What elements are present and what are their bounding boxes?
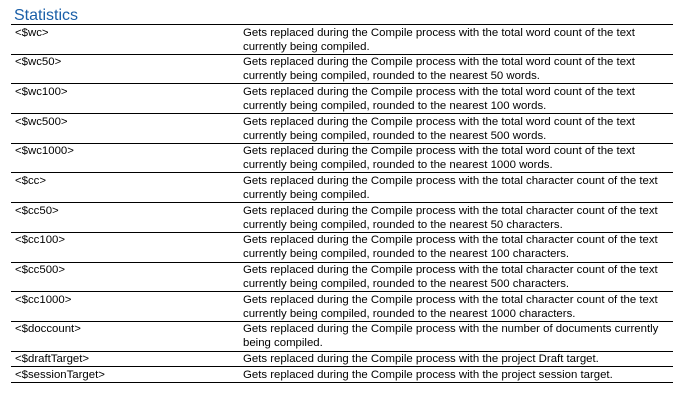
table-row <box>11 321 673 351</box>
placeholder-description: Gets replaced during the Compile process with the number of documents currently being compiled. <box>243 321 673 351</box>
placeholder-tag: <$cc50> <box>11 203 243 233</box>
statistics-table <box>11 24 673 383</box>
section-title: Statistics <box>14 7 79 24</box>
placeholder-tag: <$draftTarget> <box>11 351 243 367</box>
placeholder-description: Gets replaced during the Compile process with the project Draft target. <box>243 351 673 367</box>
table-row <box>11 262 673 292</box>
table-row <box>11 232 673 262</box>
table-row <box>11 114 673 144</box>
table-row <box>11 292 673 322</box>
placeholder-description: Gets replaced during the Compile process with the total character count of the text currently being compiled, rounded to the nearest 50 characters. <box>243 203 673 233</box>
table-row <box>11 25 673 55</box>
placeholder-tag: <$wc50> <box>11 54 243 84</box>
placeholder-description: Gets replaced during the Compile process with the total word count of the text currently being compiled, rounded to the nearest 50 words. <box>243 54 673 84</box>
placeholder-tag: <$sessionTarget> <box>11 367 243 383</box>
table-row <box>11 351 673 367</box>
placeholder-description: Gets replaced during the Compile process with the total word count of the text currently being compiled, rounded to the nearest 500 words. <box>243 114 673 144</box>
placeholder-tag: <$wc> <box>11 25 243 55</box>
placeholder-description: Gets replaced during the Compile process with the project session target. <box>243 367 673 383</box>
placeholder-tag: <$wc500> <box>11 114 243 144</box>
placeholder-description: Gets replaced during the Compile process with the total word count of the text currently being compiled, rounded to the nearest 100 words. <box>243 84 673 114</box>
placeholder-tag: <$doccount> <box>11 321 243 351</box>
placeholder-description: Gets replaced during the Compile process with the total character count of the text currently being compiled, rounded to the nearest 1000 characters. <box>243 292 673 322</box>
placeholder-tag: <$wc1000> <box>11 143 243 173</box>
placeholder-tag: <$cc500> <box>11 262 243 292</box>
placeholder-description: Gets replaced during the Compile process with the total character count of the text currently being compiled. <box>243 173 673 203</box>
table-row <box>11 54 673 84</box>
table-row <box>11 203 673 233</box>
placeholder-tag: <$cc> <box>11 173 243 203</box>
placeholder-description: Gets replaced during the Compile process with the total word count of the text currently being compiled. <box>243 25 673 55</box>
table-row <box>11 173 673 203</box>
placeholder-tag: <$wc100> <box>11 84 243 114</box>
placeholder-description: Gets replaced during the Compile process with the total character count of the text currently being compiled, rounded to the nearest 500 characters. <box>243 262 673 292</box>
placeholder-tag: <$cc1000> <box>11 292 243 322</box>
placeholder-description: Gets replaced during the Compile process with the total character count of the text currently being compiled, rounded to the nearest 100 characters. <box>243 232 673 262</box>
table-row <box>11 84 673 114</box>
placeholder-tag: <$cc100> <box>11 232 243 262</box>
table-row <box>11 143 673 173</box>
placeholder-description: Gets replaced during the Compile process with the total word count of the text currently being compiled, rounded to the nearest 1000 words. <box>243 143 673 173</box>
table-row <box>11 367 673 383</box>
